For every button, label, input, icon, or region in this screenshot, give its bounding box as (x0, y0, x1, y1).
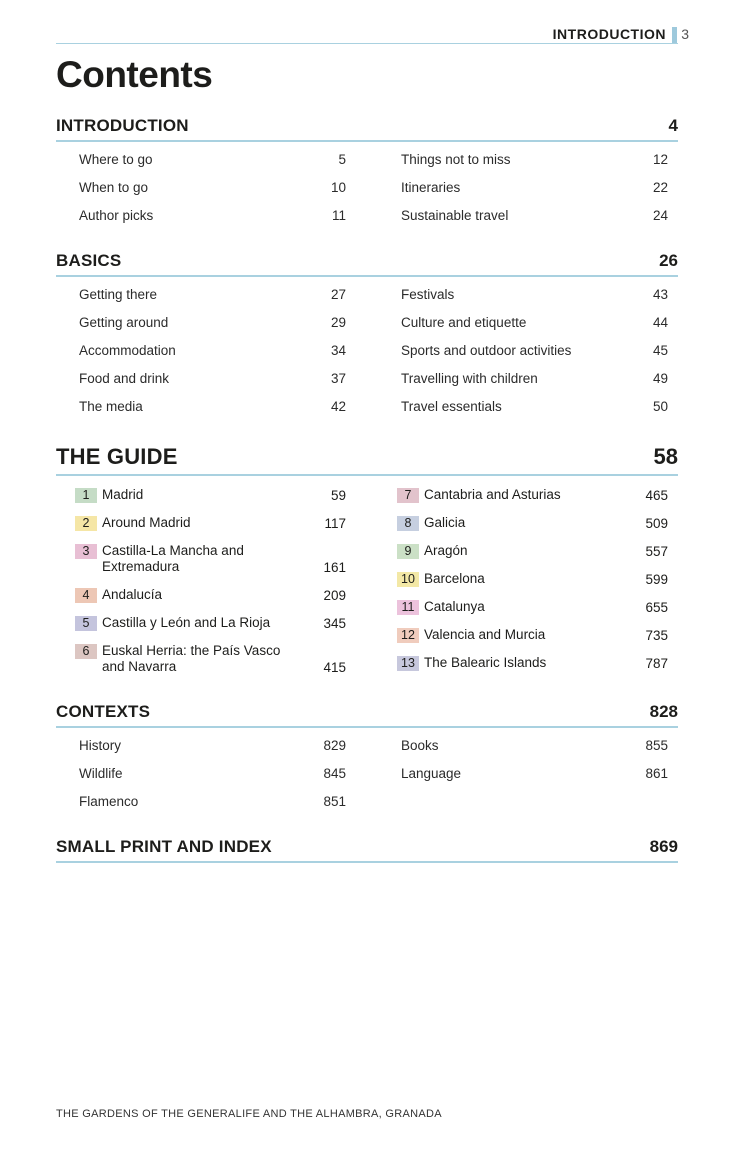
section-rule (56, 140, 678, 142)
toc-entry[interactable] (56, 737, 346, 765)
section-rule (56, 275, 678, 277)
chapter-entry[interactable] (56, 515, 346, 543)
chapter-page: 117 (324, 516, 346, 531)
chapter-number-badge: 13 (397, 656, 419, 671)
entries-right (378, 737, 668, 793)
section-title[interactable]: CONTEXTS (56, 702, 151, 721)
running-header (56, 24, 689, 44)
toc-entry[interactable] (378, 765, 668, 793)
chapter-page: 557 (645, 544, 668, 559)
chapter-entry[interactable] (378, 487, 668, 515)
chapter-number-badge: 11 (397, 600, 419, 615)
section-rule (56, 861, 678, 863)
toc-entry[interactable] (378, 737, 668, 765)
entry-page: 12 (652, 152, 668, 167)
chapter-page: 59 (330, 488, 346, 503)
section-contexts (56, 698, 678, 809)
chapter-label: Catalunya (424, 599, 485, 614)
toc-entry[interactable] (56, 342, 346, 370)
chapter-page: 465 (645, 488, 668, 503)
entry-page: 49 (652, 371, 668, 386)
chapter-label: Barcelona (424, 571, 485, 586)
entry-page: 861 (645, 766, 668, 781)
toc-entry[interactable] (378, 314, 668, 342)
section-page: 26 (659, 251, 678, 270)
section-rule (56, 474, 678, 476)
entry-label: When to go (79, 180, 149, 195)
section-page: 869 (649, 837, 678, 856)
chapter-entry[interactable] (378, 543, 668, 571)
header-rule (56, 43, 678, 44)
section-page: 58 (653, 444, 678, 469)
section-page: 4 (668, 116, 678, 135)
chapter-label: The Balearic Islands (424, 655, 547, 670)
toc-entry[interactable] (56, 207, 346, 235)
page-title: Contents (56, 54, 213, 95)
entry-label: Author picks (79, 208, 154, 223)
chapter-entry[interactable] (378, 627, 668, 655)
chapter-entry[interactable] (56, 643, 346, 687)
chapter-label: Castilla-La Mancha and Extremadura (102, 543, 244, 574)
chapter-page: 415 (323, 660, 346, 675)
chapter-label: Galicia (424, 515, 466, 530)
running-header-accent-bar (672, 27, 677, 43)
entry-page: 27 (330, 287, 346, 302)
entry-page: 37 (330, 371, 346, 386)
entry-label: Culture and etiquette (401, 315, 527, 330)
chapter-entry[interactable] (378, 515, 668, 543)
chapter-page: 345 (323, 616, 346, 631)
chapter-entry[interactable] (378, 571, 668, 599)
entry-page: 29 (330, 315, 346, 330)
section-title[interactable]: SMALL PRINT AND INDEX (56, 837, 272, 856)
chapter-label: Castilla y León and La Rioja (102, 615, 271, 630)
chapter-page: 509 (645, 516, 668, 531)
entries-left (56, 151, 346, 235)
chapter-number-badge: 8 (397, 516, 419, 531)
toc-entry[interactable] (378, 370, 668, 398)
entry-page: 43 (652, 287, 668, 302)
entry-label: Travelling with children (401, 371, 538, 386)
entry-page: 10 (330, 180, 346, 195)
chapter-page: 599 (645, 572, 668, 587)
entry-label: Travel essentials (401, 399, 502, 414)
entry-page: 11 (331, 208, 346, 223)
entry-label: Food and drink (79, 371, 170, 386)
section-small-print (56, 833, 678, 863)
chapter-number-badge: 4 (75, 588, 97, 603)
chapter-number-badge: 2 (75, 516, 97, 531)
toc-entry[interactable] (378, 342, 668, 370)
toc-entry[interactable] (378, 207, 668, 235)
entry-label: Flamenco (79, 794, 139, 809)
page-number: 3 (681, 26, 689, 42)
chapter-page: 787 (645, 656, 668, 671)
section-rule (56, 726, 678, 728)
chapter-label: Madrid (102, 487, 144, 502)
chapter-entry[interactable] (56, 615, 346, 643)
entries-right (378, 151, 668, 235)
chapter-label: Andalucía (102, 587, 163, 602)
entries-right (378, 286, 668, 426)
chapter-label: Aragón (424, 543, 468, 558)
entry-label: Getting around (79, 315, 169, 330)
entry-label: Language (401, 766, 462, 781)
entry-page: 851 (323, 794, 346, 809)
chapter-page: 161 (323, 560, 346, 575)
chapters-right (378, 487, 668, 683)
entry-page: 50 (652, 399, 668, 414)
toc-entry[interactable] (56, 370, 346, 398)
entry-label: Sports and outdoor activities (401, 343, 572, 358)
entry-page: 44 (652, 315, 668, 330)
chapter-entry[interactable] (378, 655, 668, 683)
toc-entry[interactable] (378, 398, 668, 426)
chapter-label: Euskal Herria: the País Vasco and Navarra (102, 643, 281, 674)
chapter-page: 735 (645, 628, 668, 643)
entry-label: The media (79, 399, 143, 414)
section-basics (56, 247, 678, 414)
section-title[interactable]: BASICS (56, 251, 122, 270)
entry-page: 5 (338, 152, 346, 167)
section-the-guide (56, 440, 678, 675)
chapter-page: 209 (323, 588, 346, 603)
chapter-entry[interactable] (378, 599, 668, 627)
chapter-entry[interactable] (56, 587, 346, 615)
chapter-number-badge: 9 (397, 544, 419, 559)
entry-page: 34 (330, 343, 346, 358)
toc-entry[interactable] (56, 151, 346, 179)
entry-label: Where to go (79, 152, 153, 167)
toc-entry[interactable] (56, 286, 346, 314)
entry-label: Itineraries (401, 180, 461, 195)
chapter-number-badge: 5 (75, 616, 97, 631)
chapter-label: Around Madrid (102, 515, 191, 530)
entry-label: Accommodation (79, 343, 176, 358)
chapters-left (56, 487, 346, 687)
running-header-section: INTRODUCTION (552, 26, 666, 42)
section-page: 828 (649, 702, 678, 721)
toc-entry[interactable] (378, 179, 668, 207)
toc-entry[interactable] (56, 793, 346, 821)
entry-label: Books (401, 738, 439, 753)
section-title[interactable]: THE GUIDE (56, 444, 178, 469)
entry-page: 42 (330, 399, 346, 414)
entry-label: Getting there (79, 287, 158, 302)
entry-label: History (79, 738, 122, 753)
entry-label: Things not to miss (401, 152, 511, 167)
toc-entry[interactable] (56, 398, 346, 426)
section-title[interactable]: INTRODUCTION (56, 116, 189, 135)
chapter-page: 655 (645, 600, 668, 615)
chapter-entry[interactable] (56, 487, 346, 515)
toc-entry[interactable] (56, 314, 346, 342)
entry-page: 845 (323, 766, 346, 781)
entry-page: 855 (645, 738, 668, 753)
chapter-number-badge: 10 (397, 572, 419, 587)
chapter-number-badge: 7 (397, 488, 419, 503)
chapter-number-badge: 6 (75, 644, 97, 659)
chapter-number-badge: 12 (397, 628, 419, 643)
toc-entry[interactable] (378, 286, 668, 314)
toc-entry[interactable] (56, 765, 346, 793)
entry-page: 45 (652, 343, 668, 358)
entries-left (56, 286, 346, 426)
entry-page: 22 (652, 180, 668, 195)
chapter-number-badge: 1 (75, 488, 97, 503)
entry-page: 24 (652, 208, 668, 223)
chapter-entry[interactable] (56, 543, 346, 587)
chapter-number-badge: 3 (75, 544, 97, 559)
toc-entry[interactable] (56, 179, 346, 207)
entry-label: Wildlife (79, 766, 123, 781)
entries-left (56, 737, 346, 821)
chapter-label: Valencia and Murcia (424, 627, 546, 642)
entry-page: 829 (323, 738, 346, 753)
toc-entry[interactable] (378, 151, 668, 179)
entry-label: Sustainable travel (401, 208, 509, 223)
chapter-label: Cantabria and Asturias (424, 487, 561, 502)
photo-caption: THE GARDENS OF THE GENERALIFE AND THE ALHAMBRA, GRANADA (56, 1108, 442, 1120)
section-introduction (56, 112, 678, 223)
entry-label: Festivals (401, 287, 455, 302)
